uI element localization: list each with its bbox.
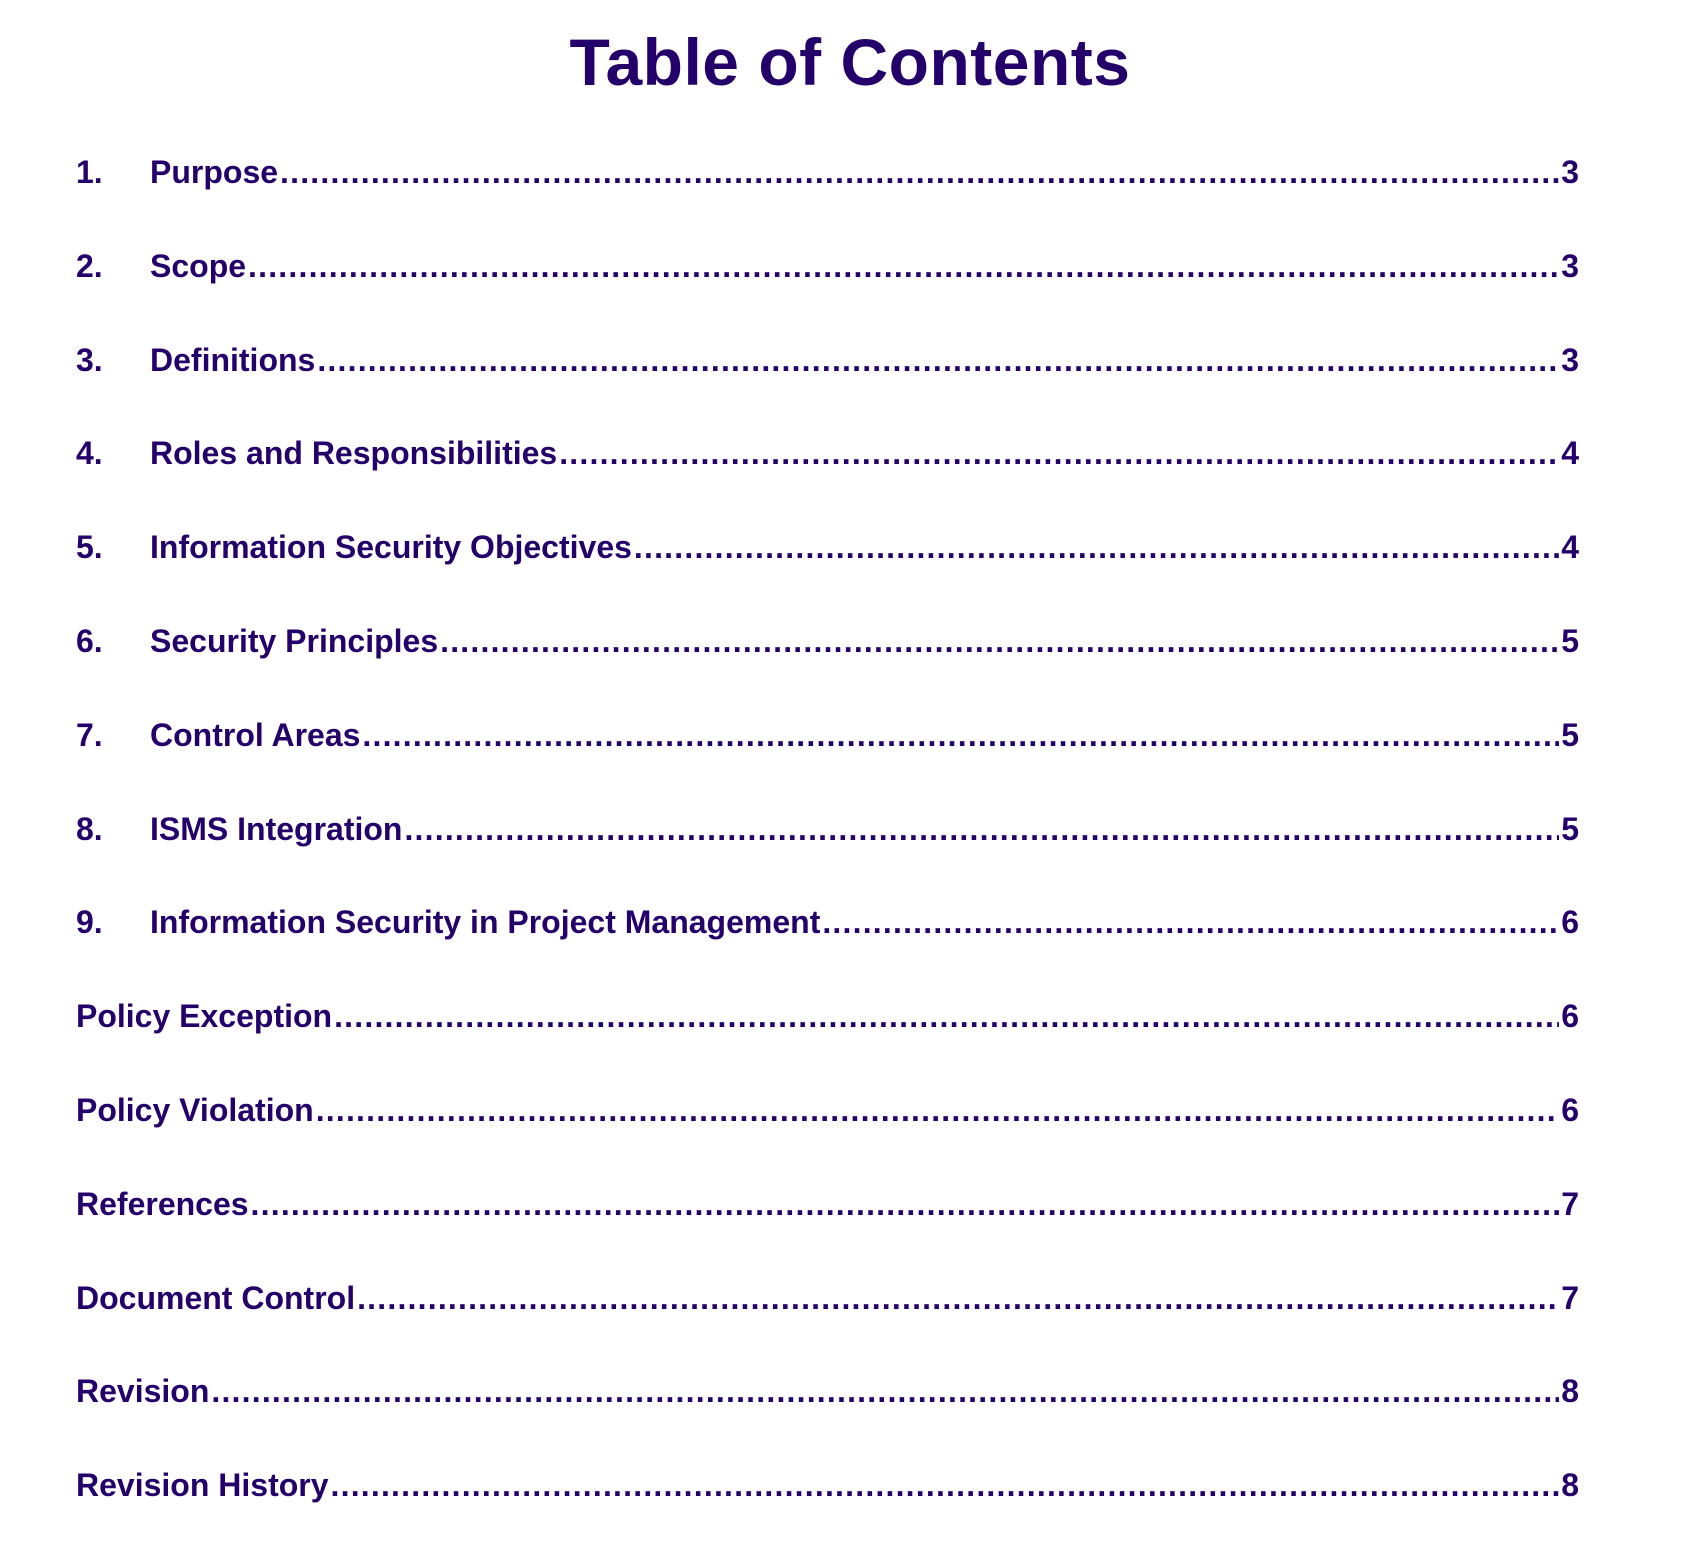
toc-entry-title: Revision History — [76, 1467, 329, 1504]
dot-leader — [316, 1090, 1560, 1130]
toc-entry-revision-history[interactable] — [76, 1465, 1579, 1559]
toc-entry-number: 5. — [76, 529, 103, 566]
toc-entry-page: 5 — [1561, 716, 1579, 753]
dot-leader — [334, 996, 1559, 1036]
toc-entry-number: 8. — [76, 810, 103, 847]
dot-leader — [559, 433, 1559, 473]
toc-entry-title: Policy Violation — [76, 1091, 314, 1128]
dot-leader — [404, 809, 1559, 849]
toc-entry-number: 3. — [76, 341, 103, 378]
toc-entry-title: Policy Exception — [76, 998, 333, 1035]
toc-entry-page: 7 — [1561, 1279, 1579, 1316]
toc-entry-page: 8 — [1561, 1467, 1579, 1504]
toc-entry-title: Scope — [150, 247, 247, 284]
toc-entry-number: 7. — [76, 716, 103, 753]
toc-entry-page: 6 — [1561, 904, 1579, 941]
dot-leader — [822, 902, 1559, 942]
toc-entry-page: 4 — [1561, 529, 1579, 566]
toc-entry-page: 7 — [1561, 1185, 1579, 1222]
toc-entry-references[interactable] — [76, 1184, 1579, 1278]
toc-entry-isms-integration[interactable] — [76, 809, 1579, 903]
dot-leader — [251, 1184, 1560, 1224]
toc-entry-page: 4 — [1561, 435, 1579, 472]
toc-entry-title: Document Control — [76, 1279, 356, 1316]
dot-leader — [634, 527, 1559, 567]
dot-leader — [440, 621, 1559, 661]
toc-entry-title: Purpose — [150, 154, 279, 190]
toc-entry-policy-exception[interactable] — [76, 996, 1579, 1090]
toc-entry-page: 6 — [1561, 998, 1579, 1035]
toc-entry-title: Information Security in Project Management — [150, 904, 821, 941]
page-title: Table of Contents — [569, 25, 1131, 99]
toc-entry-number: 9. — [76, 904, 103, 941]
toc-entry-page: 8 — [1561, 1373, 1579, 1410]
dot-leader — [331, 1465, 1560, 1505]
dot-leader — [280, 152, 1559, 192]
toc-entry-number: 1. — [76, 154, 103, 190]
toc-entry-title: Revision — [76, 1373, 210, 1410]
toc-entry-purpose[interactable] — [76, 152, 1579, 246]
dot-leader — [357, 1278, 1559, 1318]
toc-entry-page: 3 — [1561, 247, 1579, 284]
dot-leader — [317, 340, 1559, 380]
toc-entry-page: 5 — [1561, 622, 1579, 659]
dot-leader — [362, 715, 1559, 755]
toc-entry-title: Control Areas — [150, 716, 361, 753]
toc-entry-information-security-objectives[interactable] — [76, 527, 1579, 621]
toc-entry-revision[interactable] — [76, 1371, 1579, 1465]
toc-entry-policy-violation[interactable] — [76, 1090, 1579, 1184]
toc-entry-number: 4. — [76, 435, 103, 472]
toc-entry-roles-and-responsibilities[interactable] — [76, 433, 1579, 527]
toc-entry-title: References — [76, 1185, 249, 1222]
toc-entry-title: Roles and Responsibilities — [150, 435, 558, 472]
toc-entry-page: 6 — [1561, 1091, 1579, 1128]
toc-entry-control-areas[interactable] — [76, 715, 1579, 809]
toc-entry-number: 6. — [76, 622, 103, 659]
toc-entry-page: 3 — [1561, 154, 1579, 190]
toc-entry-security-principles[interactable] — [76, 621, 1579, 715]
dot-leader — [211, 1371, 1559, 1411]
toc-entry-page: 5 — [1561, 810, 1579, 847]
toc-entry-document-control[interactable] — [76, 1278, 1579, 1372]
toc-entry-title: Security Principles — [150, 622, 439, 659]
toc-entry-scope[interactable] — [76, 246, 1579, 340]
toc-entry-title: ISMS Integration — [150, 810, 403, 847]
toc-entry-title: Definitions — [150, 341, 316, 378]
table-of-contents — [76, 152, 1579, 1559]
toc-entry-definitions[interactable] — [76, 340, 1579, 434]
dot-leader — [248, 246, 1559, 286]
toc-entry-page: 3 — [1561, 341, 1579, 378]
toc-entry-information-security-in-project-management[interactable] — [76, 902, 1579, 996]
toc-entry-number: 2. — [76, 247, 103, 284]
toc-entry-title: Information Security Objectives — [150, 529, 632, 566]
